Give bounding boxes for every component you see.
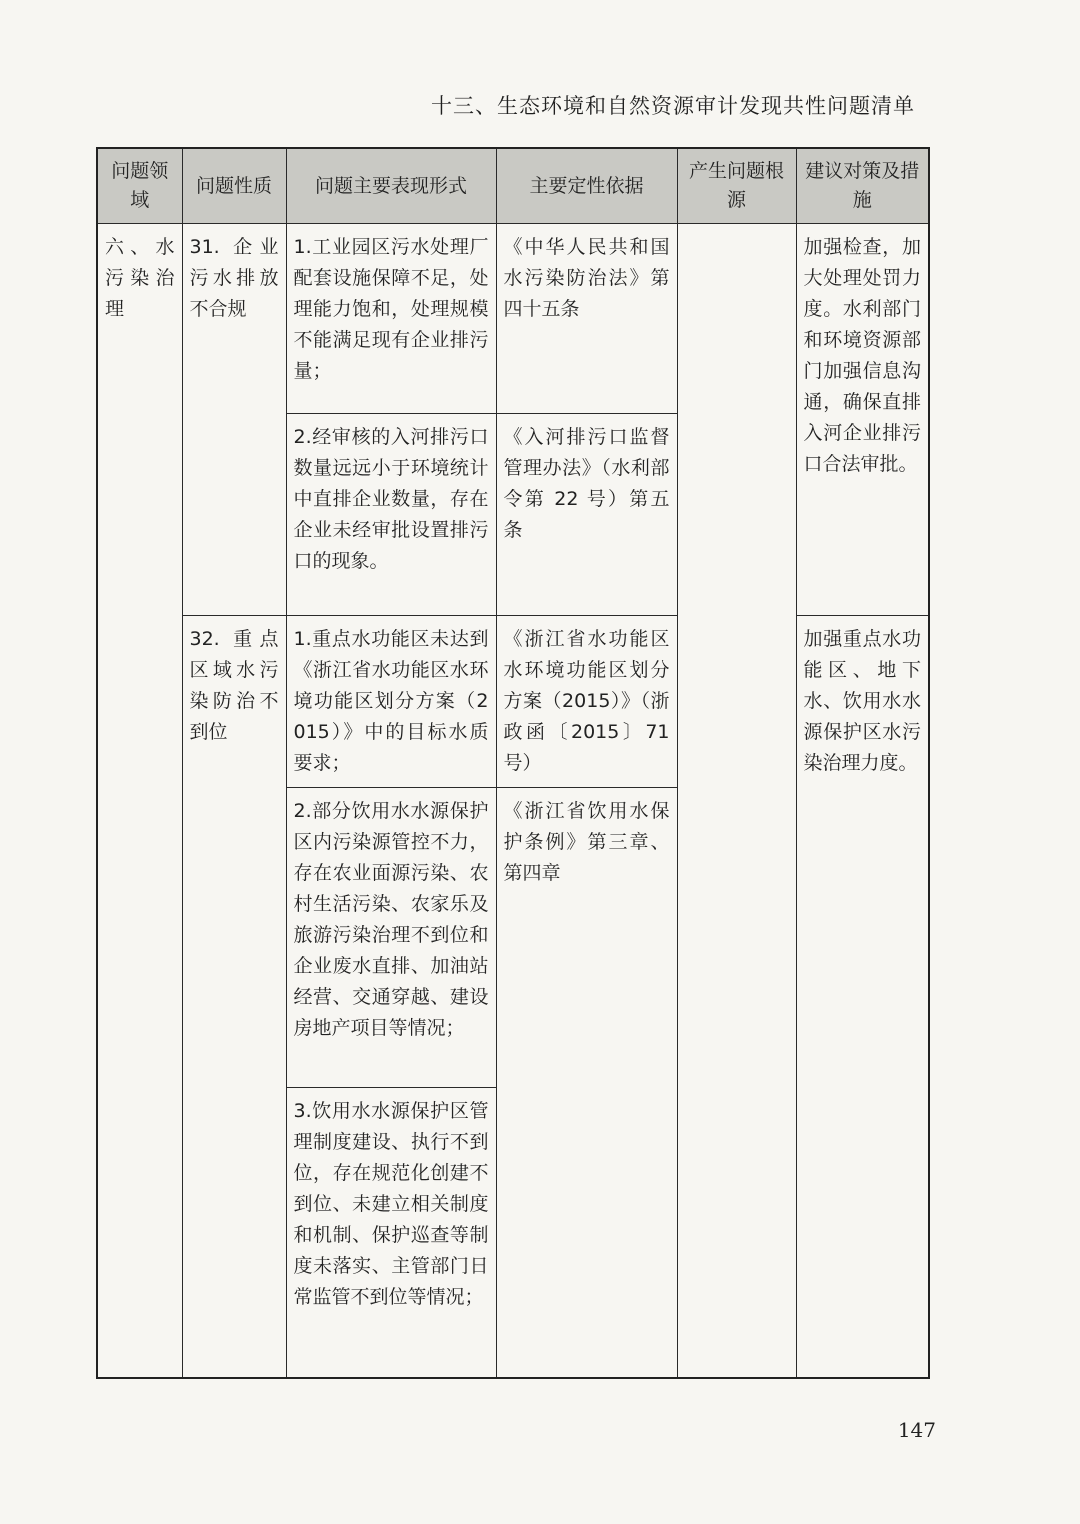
- running-head: 十三、生态环境和自然资源审计发现共性问题清单: [431, 94, 915, 118]
- header-row: [97, 148, 929, 224]
- manifestation-cell: 1.重点水功能区未达到《浙江省水功能区水环境功能区划分方案（2015）》中的目标水质要求；: [286, 616, 496, 788]
- manifestation-cell: 2.部分饮用水水源保护区内污染源管控不力，存在农业面源污染、农村生活污染、农家乐及旅游污染治理不到位和企业废水直排、加油站经营、交通穿越、建设房地产项目等情况；: [286, 788, 496, 1088]
- manifestation-cell: 1.工业园区污水处理厂配套设施保障不足，处理能力饱和，处理规模不能满足现有企业排污量；: [286, 224, 496, 414]
- nature-cell-32: 32. 重点区域水污染防治不到位: [182, 616, 286, 1378]
- basis-cell: 《中华人民共和国水污染防治法》第四十五条: [496, 224, 677, 414]
- page-number: 147: [897, 1418, 936, 1442]
- header-domain: 问题领域: [97, 148, 182, 224]
- measures-cell-31: 加强检查，加大处理处罚力度。水利部门和环境资源部门加强信息沟通，确保直排入河企业排污口合法审批。: [796, 224, 929, 616]
- header-nature: 问题性质: [182, 148, 286, 224]
- header-root-cause: 产生问题根源: [677, 148, 796, 224]
- nature-cell-31: 31. 企业污水排放不合规: [182, 224, 286, 616]
- basis-cell: 《浙江省饮用水保护条例》第三章、第四章: [496, 788, 677, 1378]
- measures-cell-32: 加强重点水功能区、地下水、饮用水水源保护区水污染治理力度。: [796, 616, 929, 1378]
- root-cause-cell: [677, 224, 796, 1378]
- manifestation-cell: 2.经审核的入河排污口数量远远小于环境统计中直排企业数量，存在企业未经审批设置排污口的现象。: [286, 414, 496, 616]
- header-basis: 主要定性依据: [496, 148, 677, 224]
- basis-cell: 《浙江省水功能区水环境功能区划分方案（2015）》（浙政函〔2015〕71 号）: [496, 616, 677, 788]
- header-manifestation: 问题主要表现形式: [286, 148, 496, 224]
- audit-issues-table: [96, 147, 930, 1379]
- manifestation-cell: 3.饮用水水源保护区管理制度建设、执行不到位，存在规范化创建不到位、未建立相关制度和机制、保护巡查等制度未落实、主管部门日常监管不到位等情况；: [286, 1088, 496, 1378]
- header-measures: 建议对策及措施: [796, 148, 929, 224]
- domain-cell: 六、水污染治理: [97, 224, 182, 1378]
- table-row: [97, 224, 929, 414]
- table-row: [97, 616, 929, 788]
- basis-cell: 《入河排污口监督管理办法》（水利部令第 22 号）第五条: [496, 414, 677, 616]
